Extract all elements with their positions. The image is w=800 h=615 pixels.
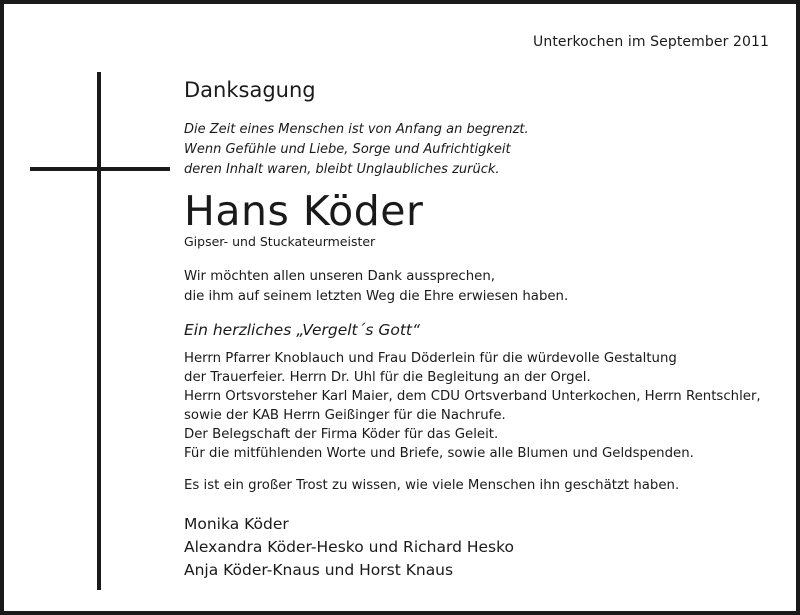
vergelts-gott-heading: Ein herzliches „Vergelt´s Gott“ — [184, 321, 421, 339]
notice-content — [184, 76, 774, 582]
poem-line: deren Inhalt waren, bleibt Unglaubliches zurück. — [184, 162, 500, 177]
place-date: Unterkochen im September 2011 — [533, 34, 769, 50]
comfort-text: Es ist ein großer Trost zu wissen, wie viele Menschen ihn geschätzt haben. — [184, 478, 680, 493]
signer: Monika Köder — [184, 515, 289, 533]
deceased-name: Hans Köder — [184, 187, 424, 235]
acknowledgement-line: Herrn Pfarrer Knoblauch und Frau Döderlein für die würdevolle Gestaltung — [184, 351, 677, 366]
cross-icon-vertical-bar — [97, 72, 101, 590]
thanks-text — [184, 267, 774, 307]
heading: Danksagung — [184, 78, 316, 102]
acknowledgement-line: sowie der KAB Herrn Geißinger für die Nachrufe. — [184, 408, 506, 423]
signer: Anja Köder-Knaus und Horst Knaus — [184, 561, 454, 579]
deceased-profession: Gipser- und Stuckateurmeister — [184, 234, 376, 249]
cross-icon-horizontal-bar — [30, 167, 170, 171]
acknowledgement-line: der Trauerfeier. Herrn Dr. Uhl für die Begleitung an der Orgel. — [184, 370, 591, 385]
thanks-line: Wir möchten allen unseren Dank aussprechen, — [184, 269, 496, 284]
signers — [184, 513, 774, 582]
thanks-line: die ihm auf seinem letzten Weg die Ehre erwiesen haben. — [184, 289, 569, 304]
poem-line: Die Zeit eines Menschen ist von Anfang an begrenzt. — [184, 122, 529, 137]
acknowledgements — [184, 349, 774, 463]
acknowledgement-line: Herrn Ortsvorsteher Karl Maier, dem CDU Ortsverband Unterkochen, Herrn Rentschler, — [184, 389, 761, 404]
poem-line: Wenn Gefühle und Liebe, Sorge und Aufrichtigkeit — [184, 142, 511, 157]
poem — [184, 120, 774, 180]
signer: Alexandra Köder-Hesko und Richard Hesko — [184, 538, 515, 556]
acknowledgement-line: Der Belegschaft der Firma Köder für das Geleit. — [184, 427, 499, 442]
acknowledgement-line: Für die mitfühlenden Worte und Briefe, sowie alle Blumen und Geldspenden. — [184, 446, 694, 461]
